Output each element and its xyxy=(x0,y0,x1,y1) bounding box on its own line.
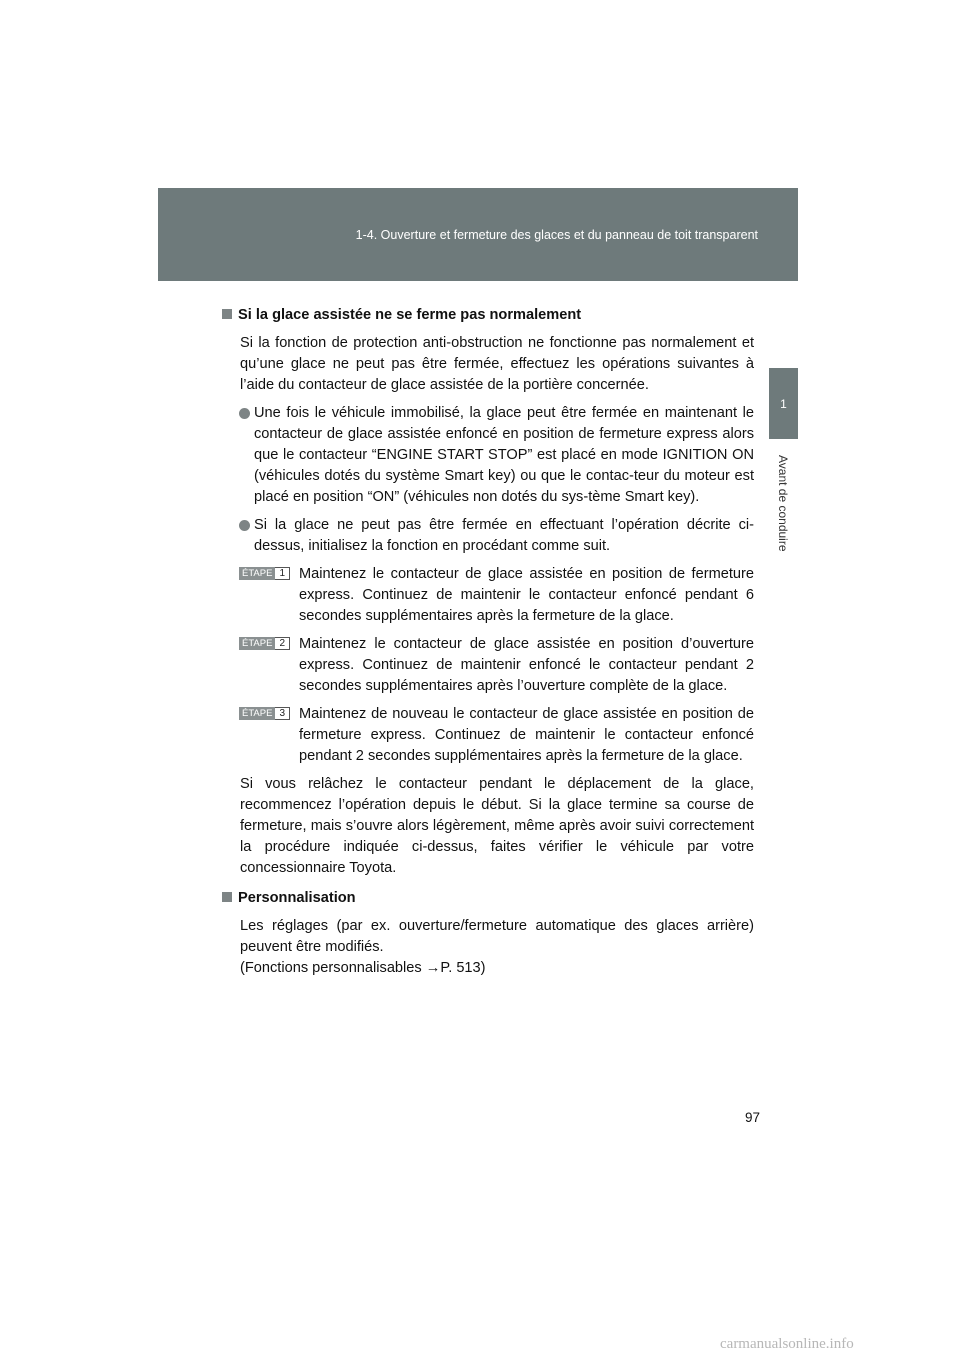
intro-paragraph: Si la fonction de protection anti-obstruction ne fonctionne pas normalement et qu’une glace ne peut pas être fermée, effectuez les opérations suivantes à l’aide du contacteur de glace assistée de la portière concernée. xyxy=(240,335,754,393)
page-content xyxy=(222,305,754,979)
bullet-item: Une fois le véhicule immobilisé, la glace peut être fermée en maintenant le contacteur de glace assistée enfoncé en position de fermeture express alors que le contacteur “ENGINE START STOP” est placé en mode IGNITION ON (véhicules dotés du système Smart key) ou que le contac-teur du moteur est placé en position “ON” (véhicules non dotés du sys-tème Smart key). xyxy=(254,403,754,508)
circle-bullet-icon xyxy=(239,408,250,419)
step-item: ÉTAPE 1 Maintenez le contacteur de glace assistée en position de fermeture express. Continuez de maintenir le contacteur enfoncé pendant 6 secondes supplémentaires après la fermeture de la glace. xyxy=(299,564,754,627)
chapter-title: 1-4. Ouverture et fermeture des glaces et du panneau de toit transparent xyxy=(355,228,758,242)
square-bullet-icon xyxy=(222,309,232,319)
chapter-header xyxy=(158,188,798,281)
section-title: Si la glace assistée ne se ferme pas normalement xyxy=(222,305,754,326)
square-bullet-icon xyxy=(222,892,232,902)
circle-bullet-icon xyxy=(239,520,250,531)
watermark: carmanualsonline.info xyxy=(720,1336,854,1352)
chapter-side-label: Avant de conduire xyxy=(776,455,790,552)
personalisation-paragraph: Les réglages (par ex. ouverture/fermeture automatique des glaces arrière) peuvent être modifiés. (Fonctions personnalisables →P. 513) xyxy=(240,918,754,976)
page-number: 97 xyxy=(744,1110,760,1125)
bullet-item: Si la glace ne peut pas être fermée en effectuant l’opération décrite ci-dessus, initialisez la fonction en procédant comme suit. xyxy=(254,515,754,557)
chapter-tab: 1 xyxy=(769,368,798,439)
step-badge: ÉTAPE 1 xyxy=(239,567,290,580)
outro-paragraph: Si vous relâchez le contacteur pendant le déplacement de la glace, recommencez l’opération depuis le début. Si la glace termine sa course de fermeture, mais s’ouvre alors légèrement, même après avoir suivi correctement la procédure indiquée ci-dessus, faites vérifier le véhicule par votre concessionnaire Toyota. xyxy=(240,776,754,876)
step-item: ÉTAPE 3 Maintenez de nouveau le contacteur de glace assistée en position de fermeture express. Continuez de maintenir le contacteur enfoncé pendant 2 secondes supplémentaires après la fermeture de la glace. xyxy=(299,704,754,767)
step-item: ÉTAPE 2 Maintenez le contacteur de glace assistée en position d’ouverture express. Continuez de maintenir enfoncé le contacteur pendant 2 secondes supplémentaires après l’ouverture complète de la glace. xyxy=(299,634,754,697)
step-badge: ÉTAPE 3 xyxy=(239,707,290,720)
step-badge: ÉTAPE 2 xyxy=(239,637,290,650)
section-title: Personnalisation xyxy=(222,888,754,909)
page-reference: (Fonctions personnalisables →P. 513) xyxy=(240,960,486,976)
